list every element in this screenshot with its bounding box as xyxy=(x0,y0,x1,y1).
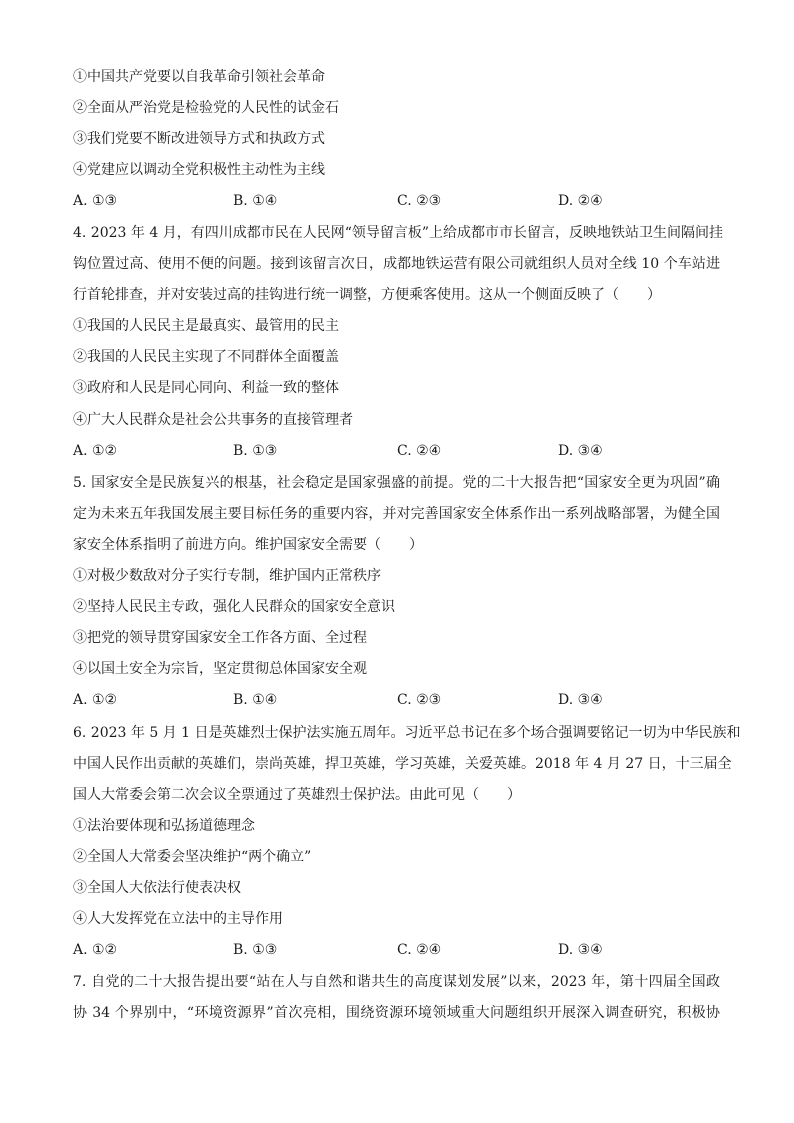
q3-option-a: A. ①③ xyxy=(73,193,118,209)
q4-option-c: C. ②④ xyxy=(397,443,442,459)
q5-statement-1: ①对极少数敌对分子实行专制，维护国内正常秩序 xyxy=(73,568,381,584)
q3-option-d: D. ②④ xyxy=(558,193,603,209)
q5-stem-line-1: 5. 国家安全是民族复兴的根基，社会稳定是国家强盛的前提。党的二十大报告把“国家安全更为巩固”确 xyxy=(73,475,720,491)
q3-option-b: B. ①④ xyxy=(233,193,278,209)
q3-statement-3: ③我们党要不断改进领导方式和执政方式 xyxy=(73,131,325,147)
q6-option-d: D. ③④ xyxy=(558,942,603,958)
q5-option-c: C. ②③ xyxy=(397,692,442,708)
q6-statement-1: ①法治要体现和弘扬道德理念 xyxy=(73,818,255,834)
q5-option-a: A. ①② xyxy=(73,692,118,708)
q6-option-a: A. ①② xyxy=(73,942,118,958)
q6-option-c: C. ②④ xyxy=(397,942,442,958)
q3-statement-4: ④党建应以调动全党积极性主动性为主线 xyxy=(73,162,325,178)
q4-statement-3: ③政府和人民是同心同向、利益一致的整体 xyxy=(73,380,339,396)
q4-statement-1: ①我国的人民民主是最真实、最管用的民主 xyxy=(73,318,339,334)
q6-options xyxy=(73,940,720,960)
q3-options xyxy=(73,191,720,211)
q4-statement-4: ④广大人民群众是社会公共事务的直接管理者 xyxy=(73,412,353,428)
q5-option-d: D. ③④ xyxy=(558,692,603,708)
q5-statement-2: ②坚持人民民主专政，强化人民群众的国家安全意识 xyxy=(73,599,395,615)
q6-statement-2: ②全国人大常委会坚决维护“两个确立” xyxy=(73,849,312,865)
q4-option-b: B. ①③ xyxy=(233,443,278,459)
q4-stem-line-2: 钩位置过高、使用不便的问题。接到该留言次日，成都地铁运营有限公司就组织人员对全线 10 个车站进 xyxy=(73,256,720,272)
q3-statement-2: ②全面从严治党是检验党的人民性的试金石 xyxy=(73,100,339,116)
q5-stem-line-3: 家安全体系指明了前进方向。维护国家安全需要（ ） xyxy=(73,537,423,553)
q6-option-b: B. ①③ xyxy=(233,942,278,958)
q5-option-b: B. ①④ xyxy=(233,692,278,708)
q6-statement-3: ③全国人大依法行使表决权 xyxy=(73,880,241,896)
q6-stem-line-1: 6. 2023 年 5 月 1 日是英雄烈士保护法实施五周年。习近平总书记在多个场合强调要铭记一切为中华民族和 xyxy=(73,725,741,741)
q5-stem-line-2: 定为未来五年我国发展主要目标任务的重要内容，并对完善国家安全体系作出一系列战略部署，为健全国 xyxy=(73,506,720,522)
q4-stem-line-1: 4. 2023 年 4 月，有四川成都市民在人民网“领导留言板”上给成都市市长留言，反映地铁站卫生间隔间挂 xyxy=(73,225,724,241)
q6-statement-4: ④人大发挥党在立法中的主导作用 xyxy=(73,911,283,927)
q5-statement-4: ④以国土安全为宗旨，坚定贯彻总体国家安全观 xyxy=(73,661,367,677)
q4-options xyxy=(73,441,720,461)
q4-stem-line-3: 行首轮排查，并对安装过高的挂钩进行统一调整，方便乘客使用。这从一个侧面反映了（ ） xyxy=(73,287,661,303)
q4-statement-2: ②我国的人民民主实现了不同群体全面覆盖 xyxy=(73,349,339,365)
q3-option-c: C. ②③ xyxy=(397,193,442,209)
q6-stem-line-3: 国人大常委会第二次会议全票通过了英雄烈士保护法。由此可见（ ） xyxy=(73,787,521,803)
q3-statement-1: ①中国共产党要以自我革命引领社会革命 xyxy=(73,69,325,85)
q4-option-a: A. ①② xyxy=(73,443,118,459)
q4-option-d: D. ③④ xyxy=(558,443,603,459)
q5-statement-3: ③把党的领导贯穿国家安全工作各方面、全过程 xyxy=(73,630,367,646)
q5-options xyxy=(73,690,720,710)
q6-stem-line-2: 中国人民作出贡献的英雄们，崇尚英雄，捍卫英雄，学习英雄，关爱英雄。2018 年 4 月 27 日，十三届全 xyxy=(73,756,732,772)
q7-stem-line-1: 7. 自党的二十大报告提出要“站在人与自然和谐共生的高度谋划发展”以来，2023 年，第十四届全国政 xyxy=(73,974,720,990)
q7-stem-line-2: 协 34 个界别中，“环境资源界”首次亮相，围绕资源环境领域重大问题组织开展深入调查研究，积极协 xyxy=(73,1005,720,1021)
